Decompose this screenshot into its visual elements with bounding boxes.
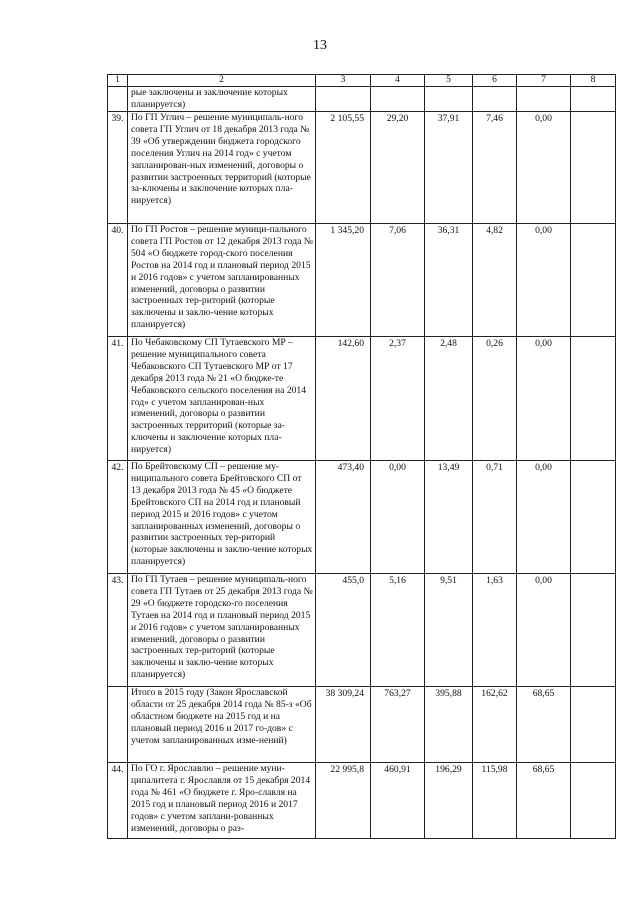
row-description: По ГП Углич – решение муниципаль-ного совета ГП Углич от 18 декабря 2013 года № 39 «Об утверждении бюджета городского поселения Углич на 2014 год» с учетом запланирован-ных изменений, договоры о развитии застроенных территорий (которые за-ключены и заключение которых пла-нируется) [128, 112, 316, 224]
value-cell: 9,51 [425, 574, 473, 687]
column-header: 8 [571, 75, 616, 87]
column-header: 1 [108, 75, 128, 87]
value-cell: 0,00 [517, 461, 571, 574]
value-cell [571, 574, 616, 687]
value-cell: 7,06 [371, 224, 425, 337]
value-cell [425, 87, 473, 112]
value-cell: 196,29 [425, 763, 473, 839]
value-cell: 455,0 [316, 574, 371, 687]
value-cell [316, 87, 371, 112]
table-row [108, 763, 616, 839]
value-cell: 37,91 [425, 112, 473, 224]
table-row [108, 87, 616, 112]
row-description: Итого в 2015 году (Закон Ярославской области от 25 декабря 2014 года № 85-з «Об областном бюджете на 2015 год и на плановый период 2016 и 2017 го-дов» с учетом запланированных изме-нений) [128, 687, 316, 763]
column-header: 3 [316, 75, 371, 87]
value-cell: 460,91 [371, 763, 425, 839]
row-number: 40. [108, 224, 128, 337]
table-row [108, 461, 616, 574]
value-cell: 0,71 [473, 461, 517, 574]
column-header: 6 [473, 75, 517, 87]
value-cell: 2,48 [425, 337, 473, 461]
value-cell: 22 995,8 [316, 763, 371, 839]
value-cell: 7,46 [473, 112, 517, 224]
value-cell: 0,00 [517, 337, 571, 461]
table-row [108, 687, 616, 763]
value-cell: 13,49 [425, 461, 473, 574]
column-header: 2 [128, 75, 316, 87]
column-header: 7 [517, 75, 571, 87]
row-number: 41. [108, 337, 128, 461]
row-number: 44. [108, 763, 128, 839]
value-cell [571, 224, 616, 337]
value-cell: 4,82 [473, 224, 517, 337]
row-description: По Брейтовскому СП – решение му-ниципального совета Брейтовского СП от 13 декабря 2013 года № 45 «О бюджете Брейтовского СП на 2014 год и плановый период 2015 и 2016 годов» с учетом запланированных изменений, договоры о развитии застроенных тер-риторий (которые заключены и заклю-чение которых планируется) [128, 461, 316, 574]
value-cell [571, 337, 616, 461]
value-cell: 0,00 [517, 112, 571, 224]
value-cell: 1 345,20 [316, 224, 371, 337]
value-cell [571, 87, 616, 112]
value-cell: 0,26 [473, 337, 517, 461]
value-cell: 2,37 [371, 337, 425, 461]
table-row [108, 224, 616, 337]
row-description: По ГО г. Ярославлю – решение муни-ципалитета г. Ярославля от 15 декабря 2014 года № 461 «О бюджете г. Яро-славля на 2015 год и плановый период 2016 и 2017 годов» с учетом заплани-рованных изменений, договоры о раз- [128, 763, 316, 839]
row-description: По ГП Ростов – решение муници-пального совета ГП Ростов от 12 декабря 2013 года № 504 «О бюджете город-ского поселения Ростов на 2014 год и плановый период 2015 и 2016 годов» с учетом запланированных изменений, договоры о развитии застроенных тер-риторий (которые заключены и заклю-чение которых планируется) [128, 224, 316, 337]
value-cell: 68,65 [517, 763, 571, 839]
value-cell: 395,88 [425, 687, 473, 763]
column-header: 4 [371, 75, 425, 87]
value-cell: 38 309,24 [316, 687, 371, 763]
value-cell [517, 87, 571, 112]
value-cell: 68,65 [517, 687, 571, 763]
value-cell: 2 105,55 [316, 112, 371, 224]
value-cell [571, 112, 616, 224]
row-description: По Чебаковскому СП Тутаевского МР – решение муниципального совета Чебаковского СП Тутаевского МР от 17 декабря 2013 года № 21 «О бюдже-те Чебаковского сельского поселения на 2014 год» с учетом запланирован-ных изменений, договоры о развитии застроенных территорий (которые за-ключены и заключение которых пла-нируется) [128, 337, 316, 461]
row-description: По ГП Тутаев – решение муниципаль-ного совета ГП Тутаев от 25 декабря 2013 года № 29 «О бюджете городско-го поселения Тутаев на 2014 год и плановый период 2015 и 2016 годов» с учетом запланированных изменений, договоры о развитии застроенных тер-риторий (которые заключены и заклю-чение которых планируется) [128, 574, 316, 687]
value-cell: 473,40 [316, 461, 371, 574]
table-row [108, 574, 616, 687]
row-number: 42. [108, 461, 128, 574]
value-cell: 5,16 [371, 574, 425, 687]
row-number [108, 87, 128, 112]
value-cell [571, 461, 616, 574]
value-cell: 763,27 [371, 687, 425, 763]
table-row [108, 337, 616, 461]
value-cell: 0,00 [371, 461, 425, 574]
data-table [107, 74, 616, 839]
table-row [108, 112, 616, 224]
row-number: 39. [108, 112, 128, 224]
row-number: 43. [108, 574, 128, 687]
value-cell [371, 87, 425, 112]
column-header: 5 [425, 75, 473, 87]
value-cell [571, 763, 616, 839]
page-number: 13 [313, 38, 327, 53]
value-cell: 29,20 [371, 112, 425, 224]
row-number [108, 687, 128, 763]
value-cell [571, 687, 616, 763]
value-cell: 1,63 [473, 574, 517, 687]
value-cell: 0,00 [517, 224, 571, 337]
row-description: рые заключены и заключение которых планируется) [128, 87, 316, 112]
value-cell: 0,00 [517, 574, 571, 687]
value-cell: 162,62 [473, 687, 517, 763]
value-cell: 142,60 [316, 337, 371, 461]
value-cell [473, 87, 517, 112]
value-cell: 115,98 [473, 763, 517, 839]
value-cell: 36,31 [425, 224, 473, 337]
header-row [108, 75, 616, 87]
